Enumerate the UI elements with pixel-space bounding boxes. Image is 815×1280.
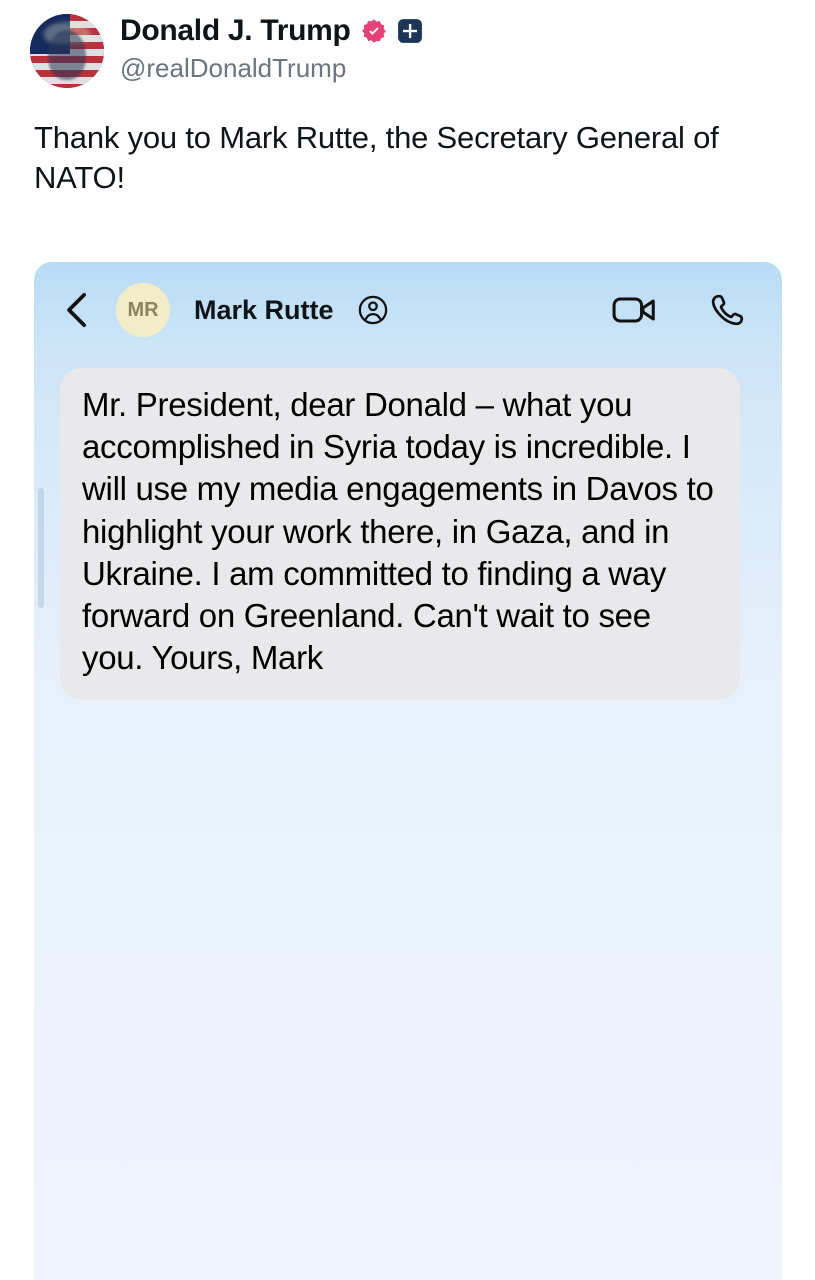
message-thread[interactable] xyxy=(34,368,782,1280)
author-name-row xyxy=(120,14,423,49)
author-handle: @realDonaldTrump xyxy=(120,52,347,83)
scrollbar[interactable] xyxy=(38,488,44,608)
message-bubble-incoming: Mr. President, dear Donald – what you accomplished in Syria today is incredible. I will use my media engagements in Davos to highlight your work there, in Gaza, and in Ukraine. I am committed to finding a way forward on Greenland. Can't wait to see you. Yours, Mark xyxy=(60,368,740,700)
message-thread-topbar xyxy=(34,262,782,358)
attached-screenshot-card[interactable] xyxy=(34,262,782,1280)
author-display-name: Donald J. Trump xyxy=(120,14,351,47)
author-name-block xyxy=(120,10,423,84)
post-text: Thank you to Mark Rutte, the Secretary General of NATO! xyxy=(34,120,719,195)
post-header xyxy=(0,0,815,100)
phone-icon[interactable] xyxy=(710,292,746,328)
video-camera-icon[interactable] xyxy=(612,293,656,327)
contact-info-icon[interactable] xyxy=(358,295,388,325)
contact-avatar[interactable]: MR xyxy=(116,283,170,337)
avatar[interactable] xyxy=(30,14,104,88)
government-badge-icon xyxy=(397,18,423,44)
contact-name: Mark Rutte xyxy=(194,294,334,325)
verified-badge-icon xyxy=(361,18,387,44)
chevron-left-icon[interactable] xyxy=(62,290,90,330)
avatar-face xyxy=(48,30,86,80)
